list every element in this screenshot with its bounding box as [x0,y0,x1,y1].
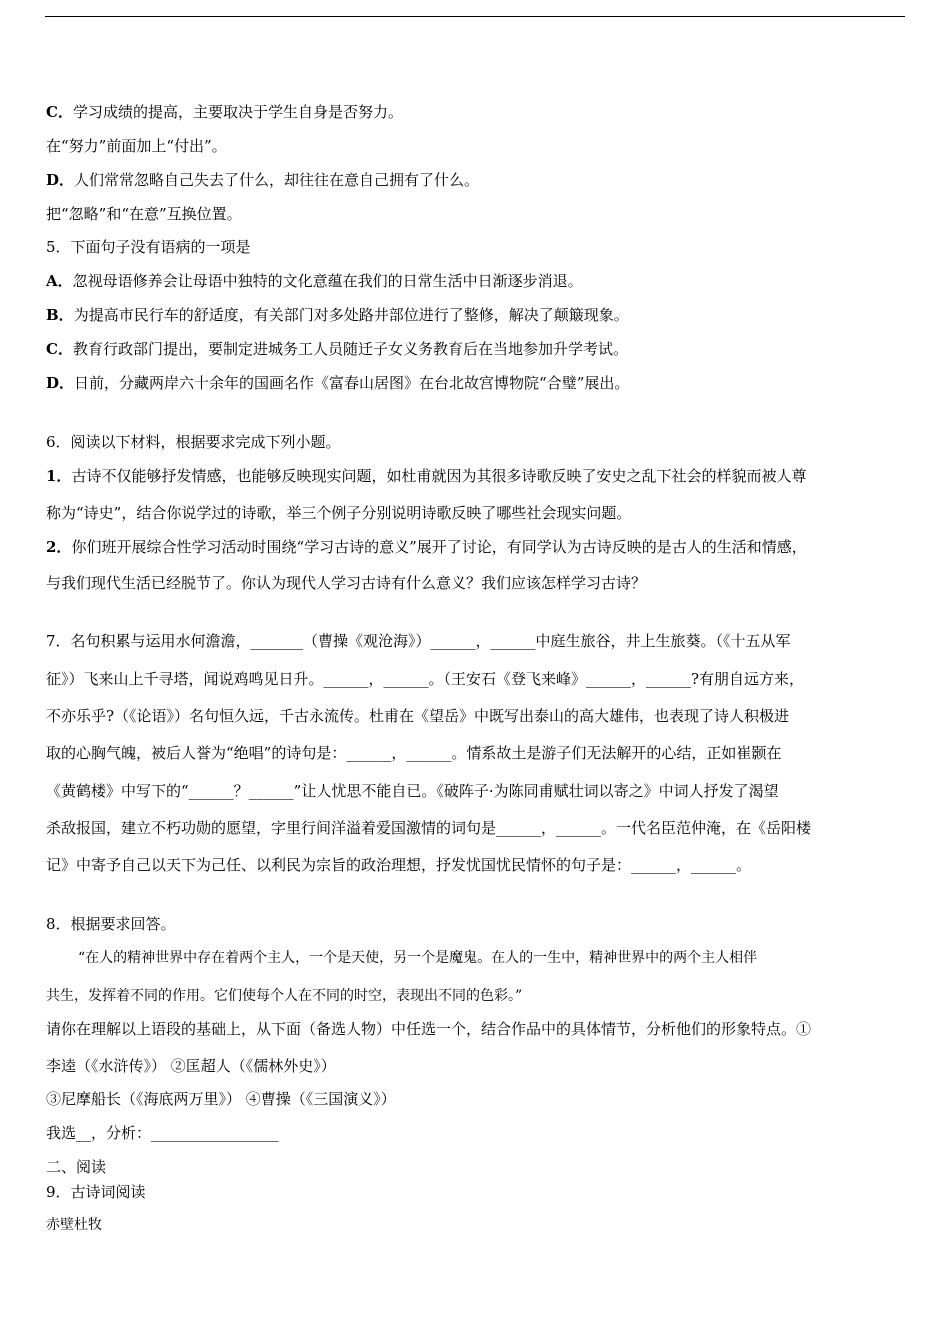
question-7-cont: 杀敌报国，建立不朽功勋的愿望，字里行间洋溢着爱国激情的词句是______，______。一代名臣范仲淹，在《岳阳楼 [46,819,812,837]
question-7-cont: 《黄鹤楼》中写下的“______？______”让人忧思不能自已。《破阵子·为陈同甫赋壮词以寄之》中词人抒发了渴望 [46,782,779,800]
option-b-line [46,305,629,325]
poem-title: 赤壁杜牧 [46,1217,102,1233]
question-7-cont: 记》中寄予自己以天下为己任、以利民为宗旨的政治理想，抒发忧国忧民情怀的句子是：______，______。 [46,856,752,874]
question-9: 9．古诗词阅读 [46,1183,146,1201]
subquestion-1-cont: 称为“诗史”，结合你说学过的诗歌，举三个例子分别说明诗歌反映了哪些社会现实问题。 [46,504,632,522]
quote-passage: “在人的精神世界中存在着两个主人，一个是天使，另一个是魔鬼。在人的一生中，精神世界中的两个主人相伴 [78,950,758,966]
text: 日前，分藏两岸六十余年的国画名作《富春山居图》在台北故宫博物院“合璧”展出。 [74,374,630,392]
question-7: 7．名句积累与运用水何澹澹，_______（曹操《观沧海》）______，______中庭生旅谷，井上生旅葵。（《十五从军 [46,632,791,650]
option-label: D． [46,171,75,189]
option-c-line [46,339,628,359]
question-8-prompt: 请你在理解以上语段的基础上，从下面（备选人物）中任选一个，结合作品中的具体情节，分析他们的形象特点。① [46,1020,812,1038]
text: 你们班开展综合性学习活动时围绕“学习古诗的意义”展开了讨论，有同学认为古诗反映的是古人的生活和情感， [71,538,807,556]
question-6: 6．阅读以下材料，根据要求完成下列小题。 [46,433,341,451]
subquestion-label: 2． [46,538,72,556]
question-7-cont: 不亦乐乎?（《论语》）名句恒久远，千古永流传。杜甫在《望岳》中既写出泰山的高大雄伟，也表现了诗人积极进 [46,707,790,725]
section-heading: 二、阅读 [46,1158,107,1176]
text: 忽视母语修养会让母语中独特的文化意蕴在我们的日常生活中日渐逐步消退。 [72,272,583,290]
subquestion-label: 1． [46,467,72,485]
candidate-list-1: 李逵（《水浒传》） ②匡超人（《儒林外史》） [46,1057,336,1075]
text: 教育行政部门提出，要制定进城务工人员随迁子女义务教育后在当地参加升学考试。 [72,340,628,358]
option-label: D． [46,374,75,392]
option-label: C． [46,103,73,121]
question-8: 8．根据要求回答。 [46,915,176,933]
text: 为提高市民行车的舒适度，有关部门对多处路井部位进行了整修，解决了颠簸现象。 [73,306,629,324]
subquestion-2-cont: 与我们现代生活已经脱节了。你认为现代人学习古诗有什么意义？我们应该怎样学习古诗？ [46,574,647,592]
quote-passage-cont: 共生，发挥着不同的作用。它们使每个人在不同的时空，表现出不同的色彩。” [46,988,523,1004]
text: 人们常常忽略自己失去了什么，却往往在意自己拥有了什么。 [74,171,480,189]
option-label: C． [46,340,73,358]
question-5: 5．下面句子没有语病的一项是 [46,238,251,256]
option-a-line [46,271,583,291]
subquestion-1 [46,466,806,486]
option-c-line [46,102,403,122]
question-7-cont: 取的心胸气魄，被后人誉为“绝唱”的诗句是：______，______。情系故土是游子们无法解开的心结，正如崔颢在 [46,744,782,762]
revision-line: 在“努力”前面加上“付出”。 [46,137,227,155]
subquestion-2 [46,537,807,557]
answer-line: 我选__，分析：_________________ [46,1124,279,1142]
header-rule [45,16,905,17]
option-d-line [46,170,479,190]
option-d-line [46,373,629,393]
revision-line: 把“忽略”和“在意”互换位置。 [46,205,242,223]
text: 学习成绩的提高，主要取决于学生自身是否努力。 [72,103,403,121]
option-label: B． [46,306,74,324]
candidate-list-2: ③尼摩船长（《海底两万里》） ④曹操（《三国演义》） [46,1090,396,1108]
option-label: A． [46,272,73,290]
text: 古诗不仅能够抒发情感，也能够反映现实问题，如杜甫就因为其很多诗歌反映了安史之乱下社会的样貌而被人尊 [71,467,807,485]
question-7-cont: 征》）飞来山上千寻塔，闻说鸡鸣见日升。______，______。（王安石《登飞来峰》______，______?有朋自远方来， [46,670,805,688]
